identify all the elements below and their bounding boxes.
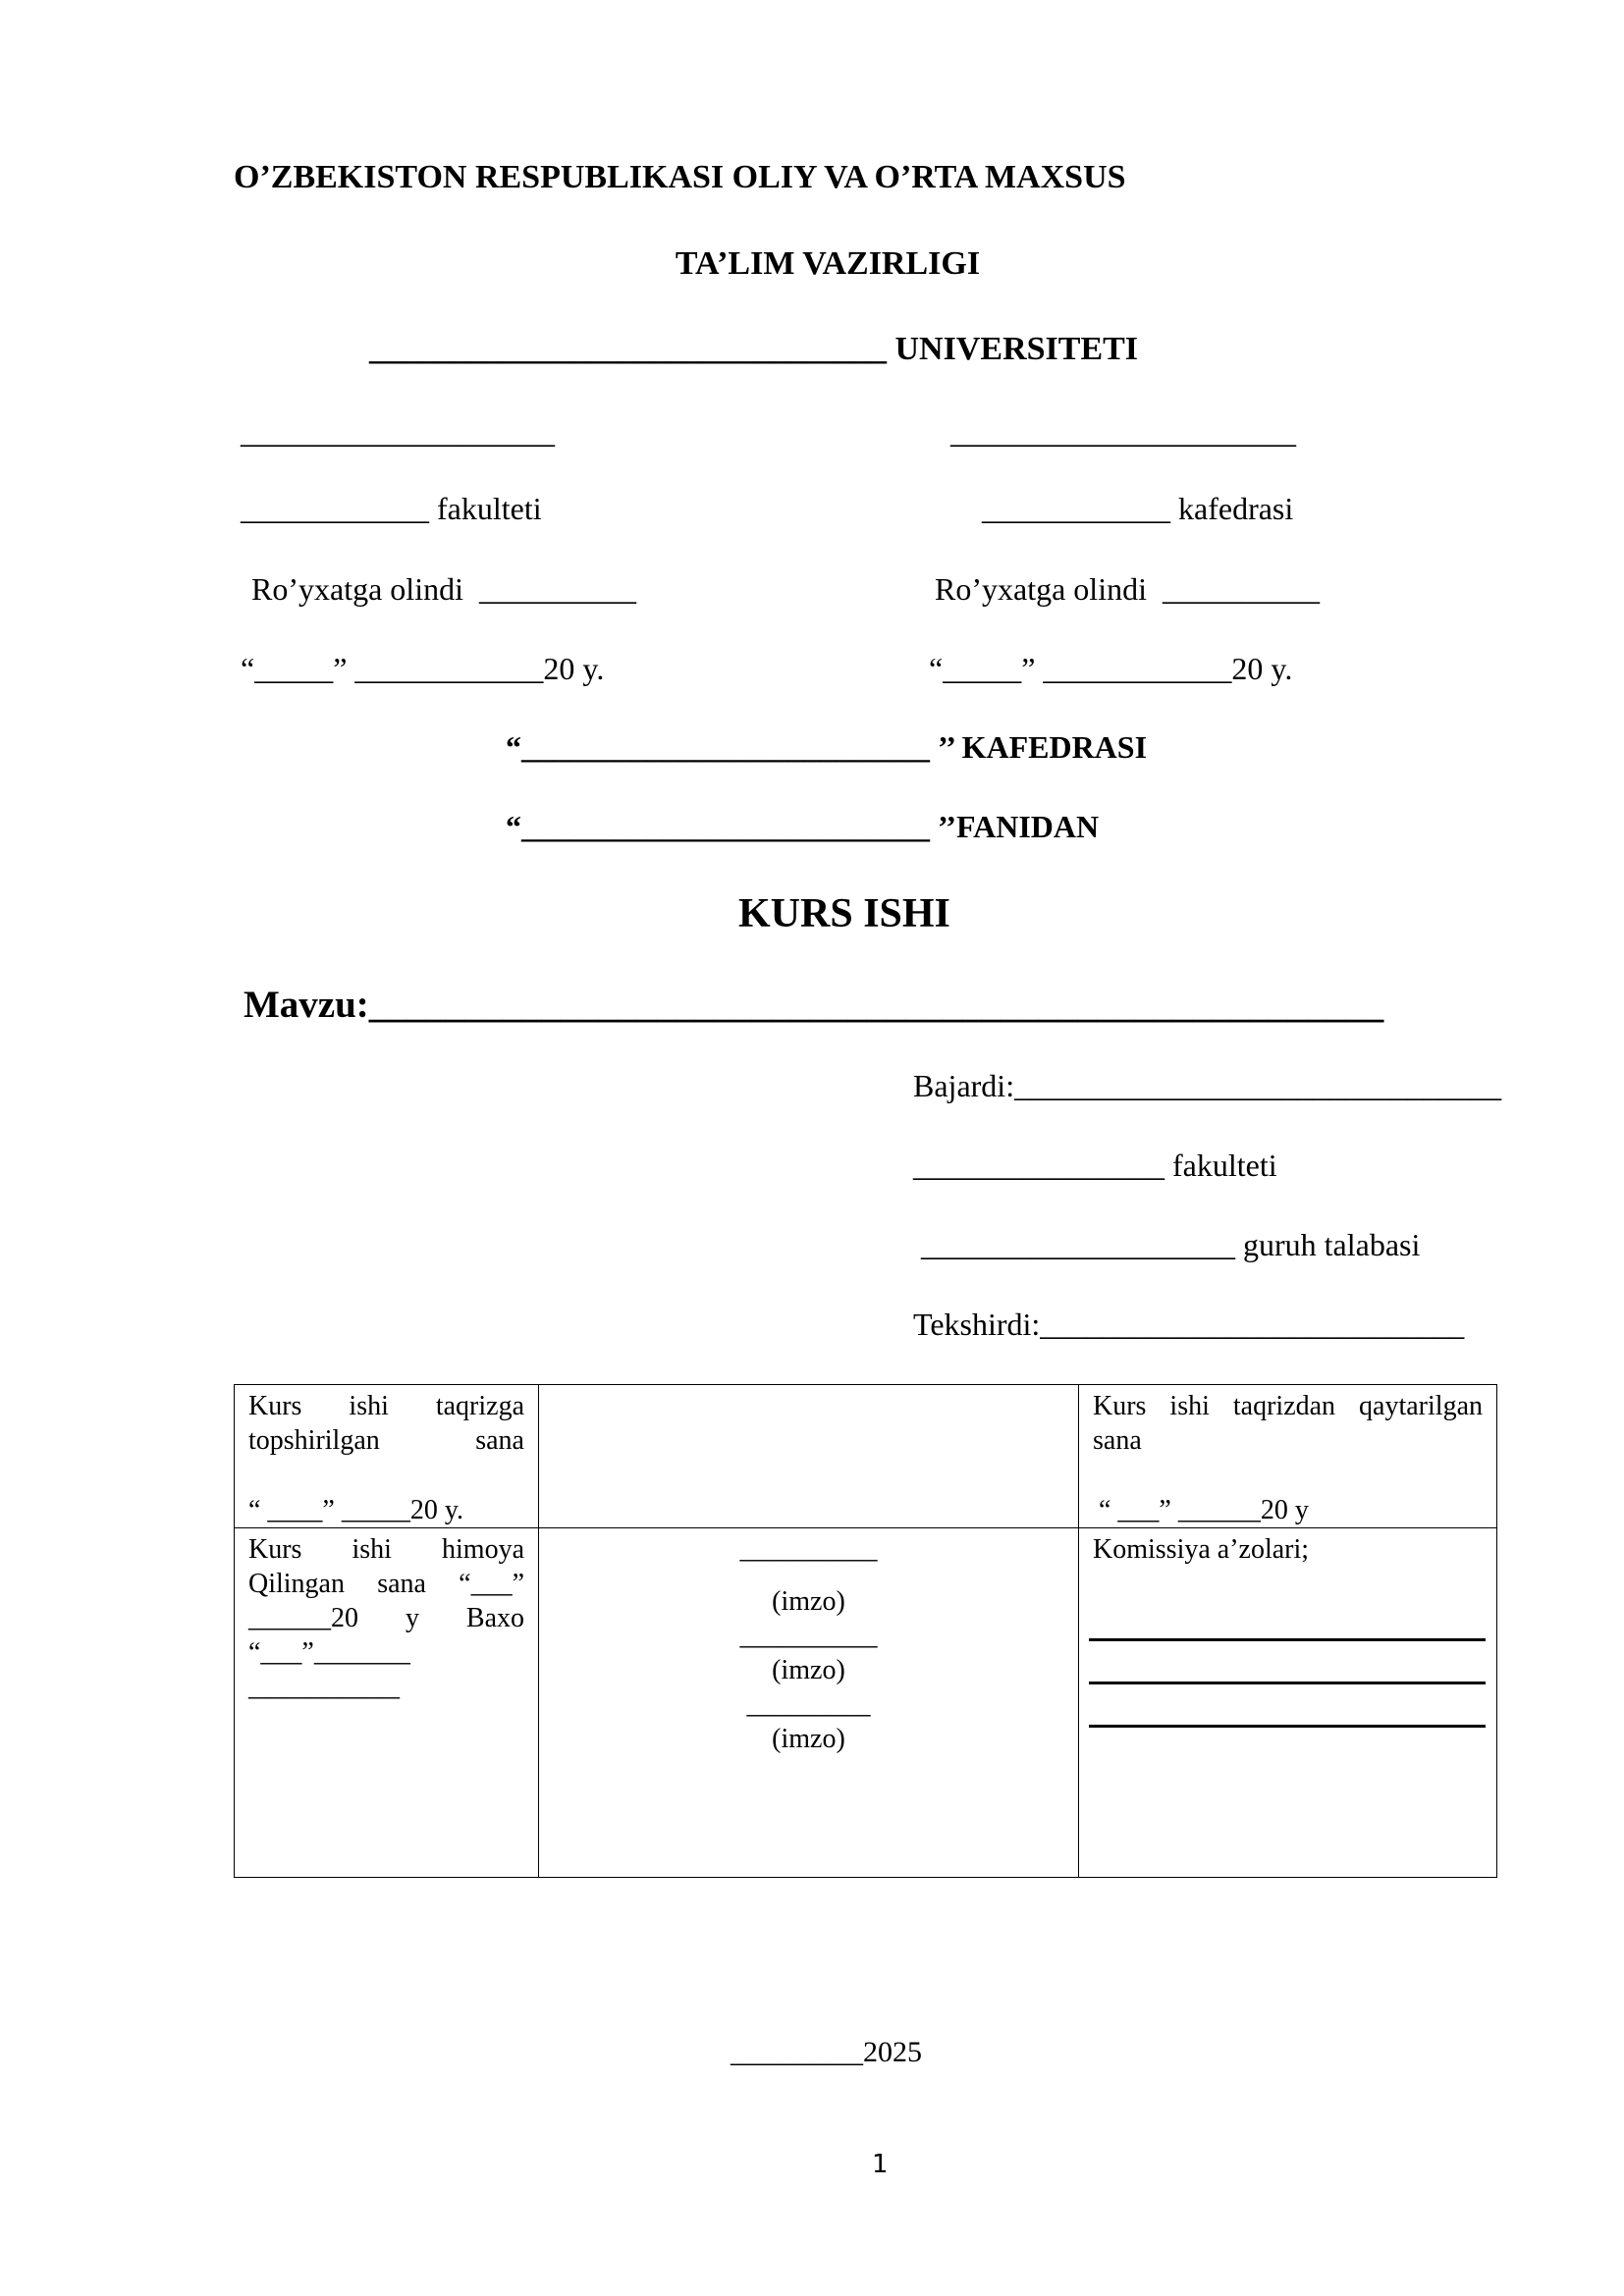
right-date: “_____” ____________20 y. (929, 651, 1293, 686)
right-registered: Ro’yxatga olindi __________ (935, 571, 1320, 607)
commission-member-line (1089, 1638, 1486, 1641)
commission-member-line (1089, 1682, 1486, 1684)
group-line: ____________________ guruh talabasi (913, 1227, 1421, 1262)
signature-label-3: (imzo) (772, 1724, 845, 1754)
return-date: “ ___” ______20 y (1099, 1495, 1309, 1525)
tekshirdi-line: Tekshirdi:___________________________ (913, 1307, 1465, 1342)
left-faculty-line: ____________ fakulteti (241, 491, 542, 526)
ministry-line-2: TA’LIM VAZIRLIGI (675, 245, 981, 282)
left-registered: Ro’yxatga olindi __________ (251, 571, 636, 607)
ministry-line-1: O’ZBEKISTON RESPUBLIKASI OLIY VA O’RTA MAXSUS (234, 159, 1126, 195)
signature-line-2: __________ (739, 1621, 878, 1651)
university-line: _______________________________ UNIVERSITETI (369, 331, 1139, 367)
right-blank-line: ______________________ (950, 414, 1296, 450)
commission-member-line (1089, 1725, 1486, 1728)
defense-blank: ___________ (248, 1672, 400, 1702)
year-line: _________2025 (731, 2036, 922, 2068)
table-cell-defense (235, 1528, 539, 1878)
signature-label-1: (imzo) (772, 1586, 845, 1617)
review-table (234, 1384, 1497, 1878)
topic-line: Mavzu:_____________________________________________________ (244, 984, 1384, 1026)
table-cell-signatures (539, 1528, 1079, 1878)
defense-grade: “___”_______ (248, 1637, 410, 1668)
page-number: 1 (872, 2150, 889, 2179)
left-blank-line: ____________________ (241, 414, 555, 450)
submission-date: “ ____” _____20 y. (248, 1495, 464, 1525)
left-date: “_____” ____________20 y. (241, 651, 605, 686)
defense-text: Kurs ishi himoya Qilingan sana “___” ______20 y Baxo (248, 1534, 524, 1633)
kafedra-line: “__________________________ ’’ KAFEDRASI (506, 729, 1148, 765)
signature-label-2: (imzo) (772, 1655, 845, 1685)
fan-line: “__________________________ ’’FANIDAN (506, 809, 1100, 844)
submission-text: Kurs ishi taqrizga topshirilgan sana (248, 1391, 524, 1456)
table-cell-commission (1079, 1528, 1497, 1878)
table-row (235, 1385, 1497, 1528)
table-cell-empty (539, 1385, 1079, 1528)
signature-line-1: __________ (739, 1534, 878, 1565)
document-title: KURS ISHI (738, 891, 950, 936)
signature-line-3: _________ (746, 1689, 871, 1720)
commission-label: Komissiya a’zolari; (1093, 1534, 1310, 1565)
table-cell-return (1079, 1385, 1497, 1528)
return-text: Kurs ishi taqrizdan qaytarilgan sana (1093, 1391, 1483, 1456)
right-department-line: ____________ kafedrasi (982, 491, 1294, 526)
table-row (235, 1528, 1497, 1878)
performer-faculty-line: ________________ fakulteti (913, 1148, 1277, 1183)
table-cell-submission (235, 1385, 539, 1528)
bajardi-line: Bajardi:_______________________________ (913, 1068, 1502, 1103)
